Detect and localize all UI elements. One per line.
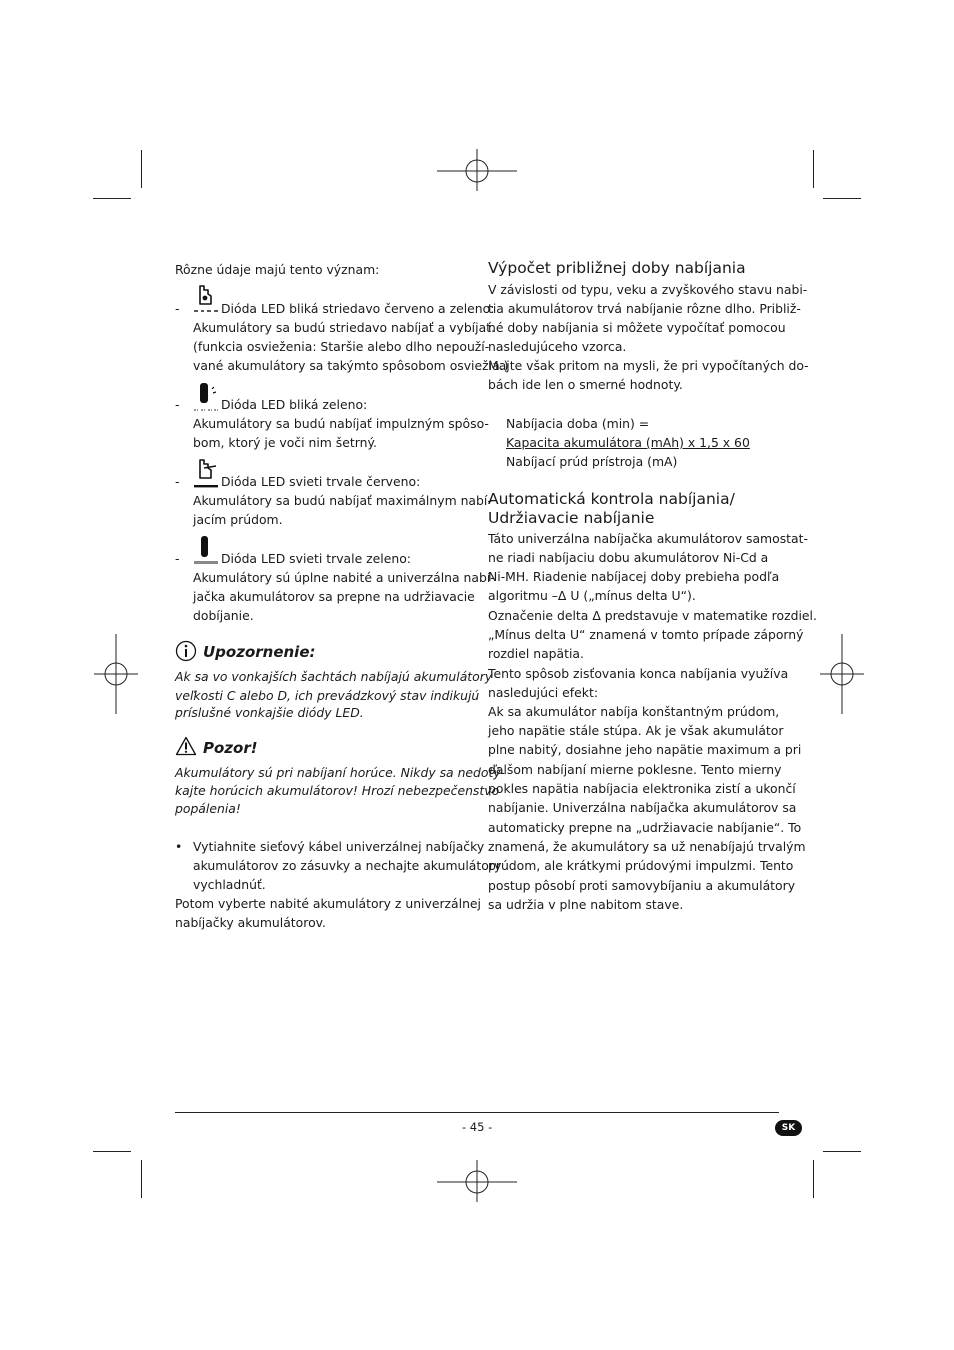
registration-mark-left: [76, 634, 156, 714]
info-icon: [175, 640, 197, 662]
paragraph-line: nabíjanie. Univerzálna nabíjačka akumulátorov sa: [488, 800, 797, 815]
paragraph-line: Ak sa akumulátor nabíja konštantným prúdom,: [488, 704, 780, 719]
warning-text: popálenia!: [175, 801, 241, 816]
paragraph-line: jeho napätie stále stúpa. Ak je však akumulátor: [488, 723, 784, 738]
page-number: - 45 -: [462, 1120, 493, 1134]
section-heading-auto-control: Automatická kontrola nabíjania/: [488, 490, 735, 508]
warning-triangle-icon: [175, 736, 197, 756]
list-dash: -: [175, 397, 180, 412]
paragraph-line: Označenie delta Δ predstavuje v matematike rozdiel.: [488, 608, 817, 623]
paragraph-line: nasledujúceho vzorca.: [488, 339, 627, 354]
formula-numerator: Kapacita akumulátora (mAh) x 1,5 x 60: [506, 435, 750, 450]
paragraph-line: prúdom, ale krátkymi prúdovými impulzmi. Tento: [488, 858, 794, 873]
warning-text: Akumulátory sú pri nabíjaní horúce. Nikdy sa nedotý-: [175, 765, 505, 780]
paragraph-line: postup pôsobí proti samovybíjaniu a akumulátory: [488, 878, 796, 893]
paragraph-line: ďalšom nabíjaní mierne poklesne. Tento mierny: [488, 762, 782, 777]
led-item-text: Akumulátory sú úplne nabité a univerzálna nabí-: [193, 570, 495, 585]
paragraph-line: né doby nabíjania si môžete vypočítať pomocou: [488, 320, 786, 335]
led-alternating-icon: [192, 282, 220, 316]
paragraph-line: sa udržia v plne nabitom stave.: [488, 897, 684, 912]
section-heading-auto-control: Udržiavacie nabíjanie: [488, 509, 655, 527]
list-dash: -: [175, 474, 180, 489]
paragraph-line: ne riadi nabíjaciu dobu akumulátorov Ni-Cd a: [488, 550, 769, 565]
paragraph-line: V závislosti od typu, veku a zvyškového stavu nabi-: [488, 282, 808, 297]
paragraph-line: pokles napätia nabíjacia elektronika zistí a ukončí: [488, 781, 796, 796]
list-dash: -: [175, 551, 180, 566]
paragraph-line: nasledujúci efekt:: [488, 685, 598, 700]
led-item-text: Akumulátory sa budú nabíjať impulzným spôso-: [193, 416, 489, 431]
led-item-text: Akumulátory sa budú nabíjať maximálnym nabí-: [193, 493, 492, 508]
language-badge: SK: [775, 1120, 802, 1136]
note-title: Upozornenie:: [203, 643, 316, 661]
paragraph-line: Majte však pritom na mysli, že pri vypočítaných do-: [488, 358, 809, 373]
footer-rule: [175, 1112, 779, 1113]
bullet-text: vychladnúť.: [193, 877, 266, 892]
paragraph-line: znamená, že akumulátory sa už nenabíjajú trvalým: [488, 839, 806, 854]
paragraph-line: Tento spôsob zisťovania konca nabíjania využíva: [488, 666, 789, 681]
bullet-text: akumulátorov zo zásuvky a nechajte akumulátory: [193, 858, 502, 873]
paragraph-line: automaticky prepne na „udržiavacie nabíjanie“. To: [488, 820, 802, 835]
paragraph-line: Táto univerzálna nabíjačka akumulátorov samostat-: [488, 531, 808, 546]
registration-mark-bottom: [437, 1142, 517, 1222]
paragraph-line: rozdiel napätia.: [488, 646, 584, 661]
led-item-text: (funkcia osvieženia: Staršie alebo dlho nepouží-: [193, 339, 490, 354]
led-item-heading: Dióda LED bliká striedavo červeno a zeleno:: [221, 301, 495, 316]
bullet-mark: •: [175, 839, 183, 854]
note-text: veľkosti C alebo D, ich prevádzkový stav indikujú: [175, 688, 480, 703]
warning-text: kajte horúcich akumulátorov! Hrozí nebezpečenstvo: [175, 783, 500, 798]
formula-denominator: Nabíjací prúd prístroja (mA): [506, 454, 678, 469]
closing-text: Potom vyberte nabité akumulátory z univerzálnej: [175, 896, 482, 911]
list-dash: -: [175, 301, 180, 316]
note-text: Ak sa vo vonkajších šachtách nabíjajú akumulátory: [175, 669, 493, 684]
led-steady-green-icon: [192, 533, 220, 567]
led-item-text: Akumulátory sa budú striedavo nabíjať a vybíjať.: [193, 320, 495, 335]
paragraph-line: Ni-MH. Riadenie nabíjacej doby prebieha podľa: [488, 569, 780, 584]
paragraph-line: tia akumulátorov trvá nabíjanie rôzne dlho. Približ-: [488, 301, 801, 316]
intro-text: Rôzne údaje majú tento význam:: [175, 262, 380, 277]
warning-title: Pozor!: [203, 739, 258, 757]
led-item-text: vané akumulátory sa takýmto spôsobom osviežia.): [193, 358, 509, 373]
formula-label: Nabíjacia doba (min) =: [506, 416, 650, 431]
bullet-text: Vytiahnite sieťový kábel univerzálnej nabíjačky: [193, 839, 485, 854]
paragraph-line: plne nabitý, dosiahne jeho napätie maximum a pri: [488, 742, 802, 757]
closing-text: nabíjačky akumulátorov.: [175, 915, 326, 930]
paragraph-line: bách ide len o smerné hodnoty.: [488, 377, 683, 392]
registration-mark-top: [437, 131, 517, 211]
led-steady-red-icon: [192, 456, 220, 490]
led-item-heading: Dióda LED svieti trvale zeleno:: [221, 551, 411, 566]
section-heading-charging-time: Výpočet približnej doby nabíjania: [488, 259, 746, 277]
led-item-heading: Dióda LED svieti trvale červeno:: [221, 474, 421, 489]
paragraph-line: algoritmu –Δ U („mínus delta U“).: [488, 588, 696, 603]
led-item-text: jačka akumulátorov sa prepne na udržiavacie: [193, 589, 475, 604]
registration-mark-right: [802, 634, 882, 714]
note-text: príslušné vonkajšie diódy LED.: [175, 705, 364, 720]
led-blinking-green-icon: [192, 379, 220, 413]
led-item-text: jacím prúdom.: [193, 512, 283, 527]
led-item-heading: Dióda LED bliká zeleno:: [221, 397, 368, 412]
led-item-text: bom, ktorý je voči nim šetrný.: [193, 435, 377, 450]
led-item-text: dobíjanie.: [193, 608, 254, 623]
paragraph-line: „Mínus delta U“ znamená v tomto prípade záporný: [488, 627, 804, 642]
